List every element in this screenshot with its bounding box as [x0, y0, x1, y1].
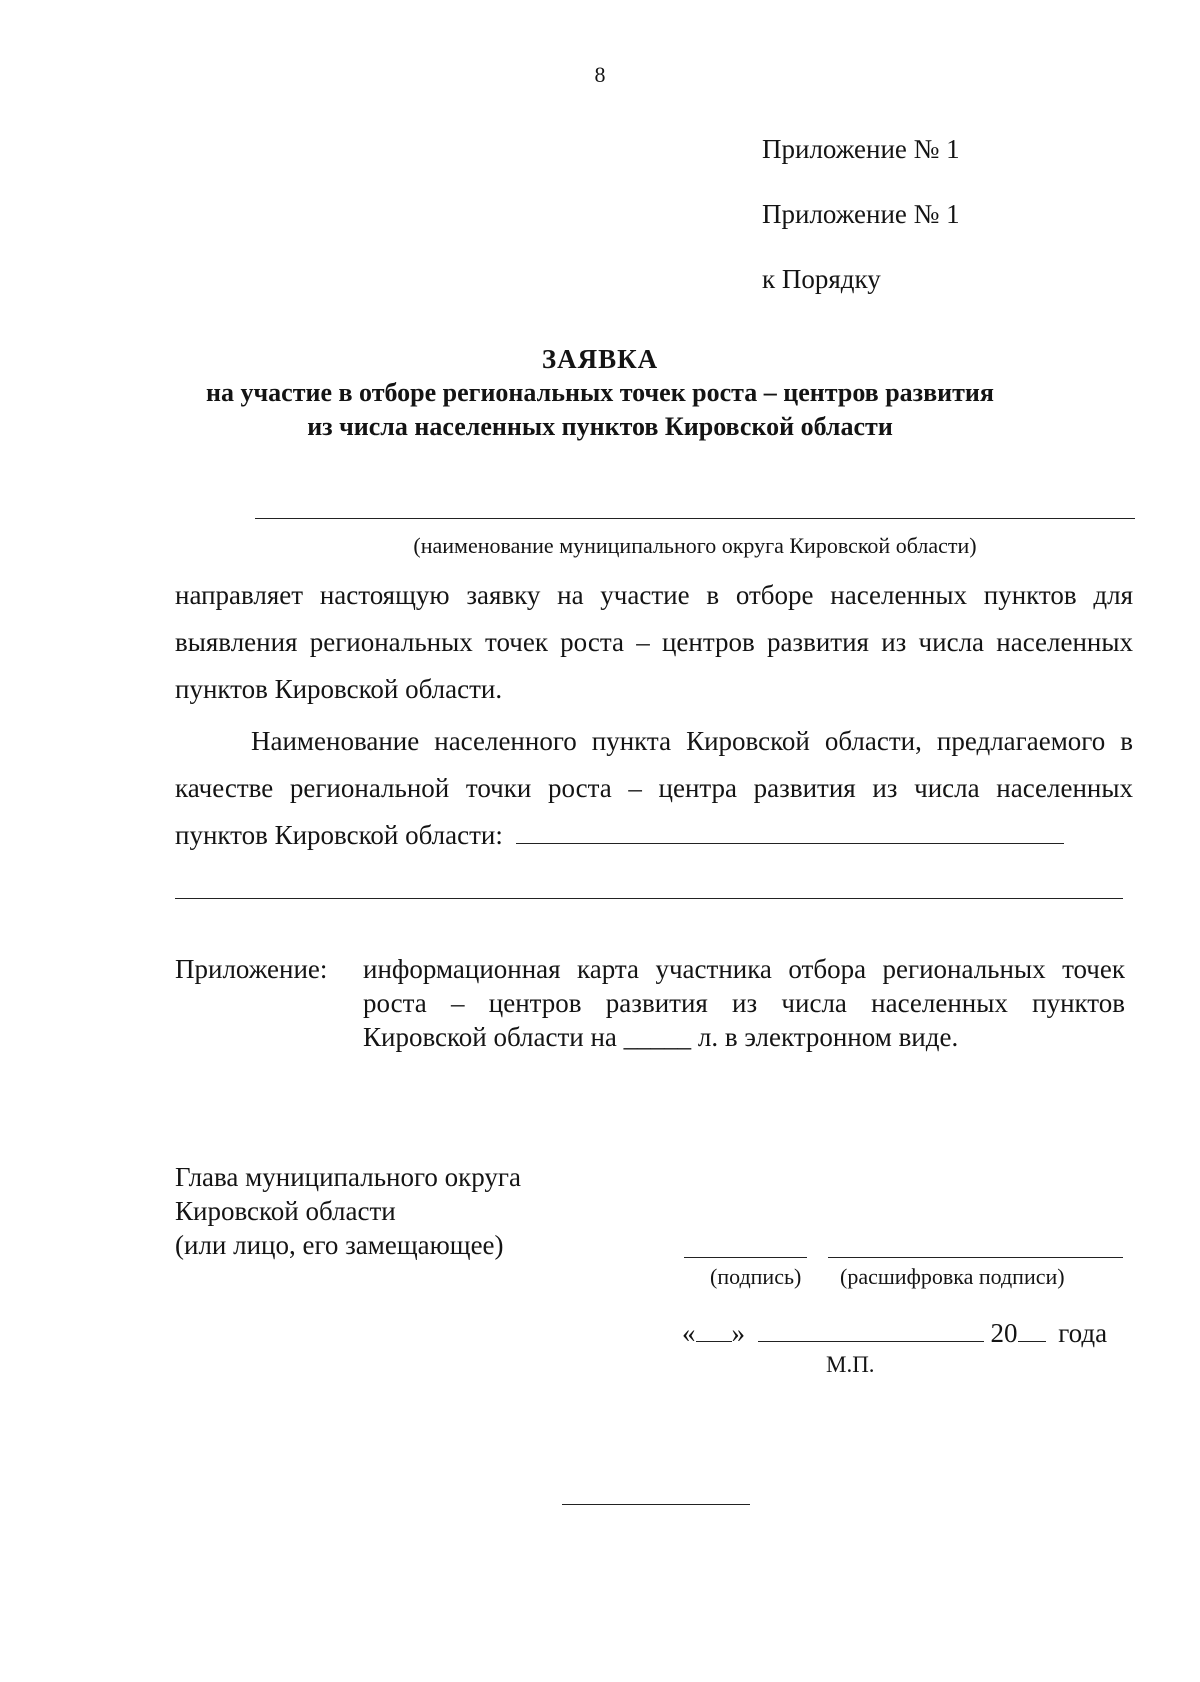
date-open-quote: «	[682, 1318, 696, 1348]
attachment-block	[175, 952, 1125, 1054]
attachment-text-end: л. в электронном виде.	[697, 1022, 959, 1052]
signer-line-1: Глава муниципального округа	[175, 1162, 521, 1192]
day-blank[interactable]	[696, 1340, 732, 1342]
date-close-quote: »	[731, 1318, 745, 1348]
settlement-name-line-2[interactable]	[175, 898, 1123, 899]
signature-line[interactable]	[684, 1257, 807, 1258]
signature-decoding-line[interactable]	[828, 1257, 1123, 1258]
title-line-2: из числа населенных пунктов Кировской области	[307, 412, 893, 441]
municipality-caption: (наименование муниципального округа Кировской области)	[413, 533, 977, 558]
attachment-text-main: информационная карта участника отбора региональных точек роста – центров развития из числа населенных пунктов Кировской области на	[363, 954, 1125, 1052]
title-main: ЗАЯВКА	[541, 344, 659, 374]
signer-line-2: Кировской области	[175, 1196, 396, 1226]
settlement-name-line[interactable]	[516, 842, 1064, 844]
document-title	[120, 342, 1080, 444]
month-blank[interactable]	[758, 1340, 984, 1342]
sheet-count-blank[interactable]: _____	[623, 1022, 692, 1052]
year-blank[interactable]	[1018, 1340, 1046, 1342]
attachment-text	[363, 952, 1125, 1054]
year-prefix: 20	[990, 1318, 1018, 1348]
signer-line-3: (или лицо, его замещающее)	[175, 1230, 504, 1260]
municipality-name-line[interactable]	[255, 518, 1135, 519]
annex-label-2: Приложение № 1	[762, 199, 960, 229]
paragraph-settlement-text: Наименование населенного пункта Кировской области, предлагаемого в качестве региональной точки роста – центра развития из числа населенных пунктов Кировской области:	[175, 726, 1133, 850]
title-line-1: на участие в отборе региональных точек роста – центров развития	[206, 378, 994, 407]
annex-label-1: Приложение № 1	[762, 134, 960, 164]
signer-block	[175, 1160, 521, 1262]
paragraph-settlement	[175, 718, 1133, 859]
annex-order-label: к Порядку	[762, 264, 881, 294]
signature-caption: (подпись)	[710, 1264, 802, 1289]
page-number: 8	[594, 62, 606, 87]
year-word: года	[1058, 1318, 1108, 1348]
date-row	[682, 1318, 1107, 1349]
seal-label: М.П.	[826, 1352, 875, 1377]
paragraph-application: направляет настоящую заявку на участие в отборе населенных пунктов для выявления региональных точек роста – центров развития из числа населенных пунктов Кировской области.	[175, 580, 1133, 704]
attachment-label: Приложение:	[175, 954, 328, 984]
closing-separator	[562, 1504, 750, 1505]
decoding-caption: (расшифровка подписи)	[840, 1264, 1065, 1289]
